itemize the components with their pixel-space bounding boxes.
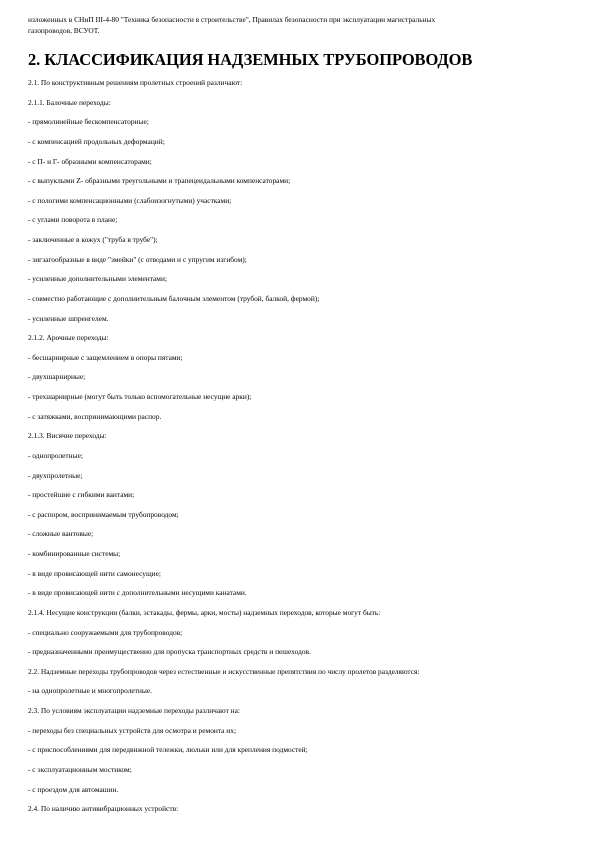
list-item: - комбинированные системы; (28, 549, 121, 558)
list-item: 2.2. Надземные переходы трубопроводов через естественные и искусственные препятствия по числу пролетов разделяются: (28, 666, 420, 676)
list-item: - усиленные шпренгелем. (28, 313, 109, 323)
list-item: - с проездом для автомашин. (28, 784, 119, 794)
list-item: 2.1.1. Балочные переходы: (28, 97, 111, 107)
intro-text-line-1: изложенных в СНиП III-4-80 "Техника безопасности в строительстве", Правилах безопасности при эксплуатации магистральных (28, 15, 436, 24)
list-item: - прямолинейные бескомпенсаторные; (28, 117, 149, 127)
list-item: - в виде провисающей нити самонесущие; (28, 568, 161, 578)
intro-text-line-2: газопроводов, ВСУОТ. (28, 26, 100, 35)
list-item: 2.1.4. Несущие конструкции (балки, эстакады, фермы, арки, мосты) надземных переходов, которые могут быть: (28, 607, 381, 617)
list-item: - с затяжками, воспринимающими распор. (28, 411, 162, 421)
list-item: - с П- и Г- образными компенсаторами; (28, 156, 152, 166)
list-item: 2.1. По конструктивным решениям пролетных строений различают: (28, 78, 243, 87)
list-item: 2.3. По условиям эксплуатации надземные переходы различают на: (28, 706, 240, 715)
list-item: - с распором, воспринимаемым трубопроводом; (28, 509, 179, 519)
list-item: - с выпуклыми Z- образными треугольными и трапецеидальными компенсаторами; (28, 176, 291, 186)
list-item: - заключенные в кожух ("труба в трубе"); (28, 235, 158, 244)
list-item: - в виде провисающей нити с дополнительными несущими канатами. (28, 588, 247, 598)
list-item: - с приспособлениями для передвижной тележки, люльки или для крепления подмостей; (28, 745, 308, 755)
list-item: - совместно работающие с дополнительным балочным элементом (трубой, балкой, фермой); (28, 293, 320, 303)
list-item: - простейшие с гибкими вантами; (28, 490, 135, 500)
section-heading: 2. КЛАССИФИКАЦИЯ НАДЗЕМНЫХ ТРУБОПРОВОДОВ (28, 50, 473, 69)
list-item: - двухшарнирные; (28, 372, 86, 382)
list-item: - бесшарнирные с защемлением в опоры пятами; (28, 352, 183, 362)
list-item: - сложные вантовые; (28, 529, 94, 539)
list-item: - с пологими компенсационными (слабоизогнутыми) участками; (28, 195, 232, 205)
list-item: - с эксплуатационным мостиком; (28, 764, 132, 774)
list-item: 2.1.2. Арочные переходы: (28, 333, 109, 343)
list-item: - зигзагообразные в виде "змейки" (с отводами и с упругим изгибом); (28, 254, 247, 264)
list-item: - с компенсацией продольных деформаций; (28, 136, 165, 146)
list-item: - однопролетные; (28, 450, 83, 460)
list-item: - двухпролетные; (28, 470, 83, 480)
list-item: - трехшарнирные (могут быть только вспомогательные несущие арки); (28, 392, 252, 401)
list-item: 2.4. По наличию антивибрационных устройств: (28, 804, 179, 814)
list-item: - переходы без специальных устройств для осмотра и ремонта их; (28, 725, 237, 735)
list-item: - специально сооружаемыми для трубопроводов; (28, 627, 183, 637)
list-item: - предназначенными преимущественно для пропуска транспортных средств и пешеходов. (28, 647, 311, 657)
classification-list (28, 78, 573, 813)
list-item: - усиленные дополнительными элементами; (28, 274, 167, 284)
list-item: - с углами поворота в плане; (28, 215, 118, 225)
list-item: 2.1.3. Висячие переходы: (28, 431, 107, 441)
list-item: - на однопролетные и многопролетные. (28, 686, 152, 696)
document-page (28, 14, 573, 824)
